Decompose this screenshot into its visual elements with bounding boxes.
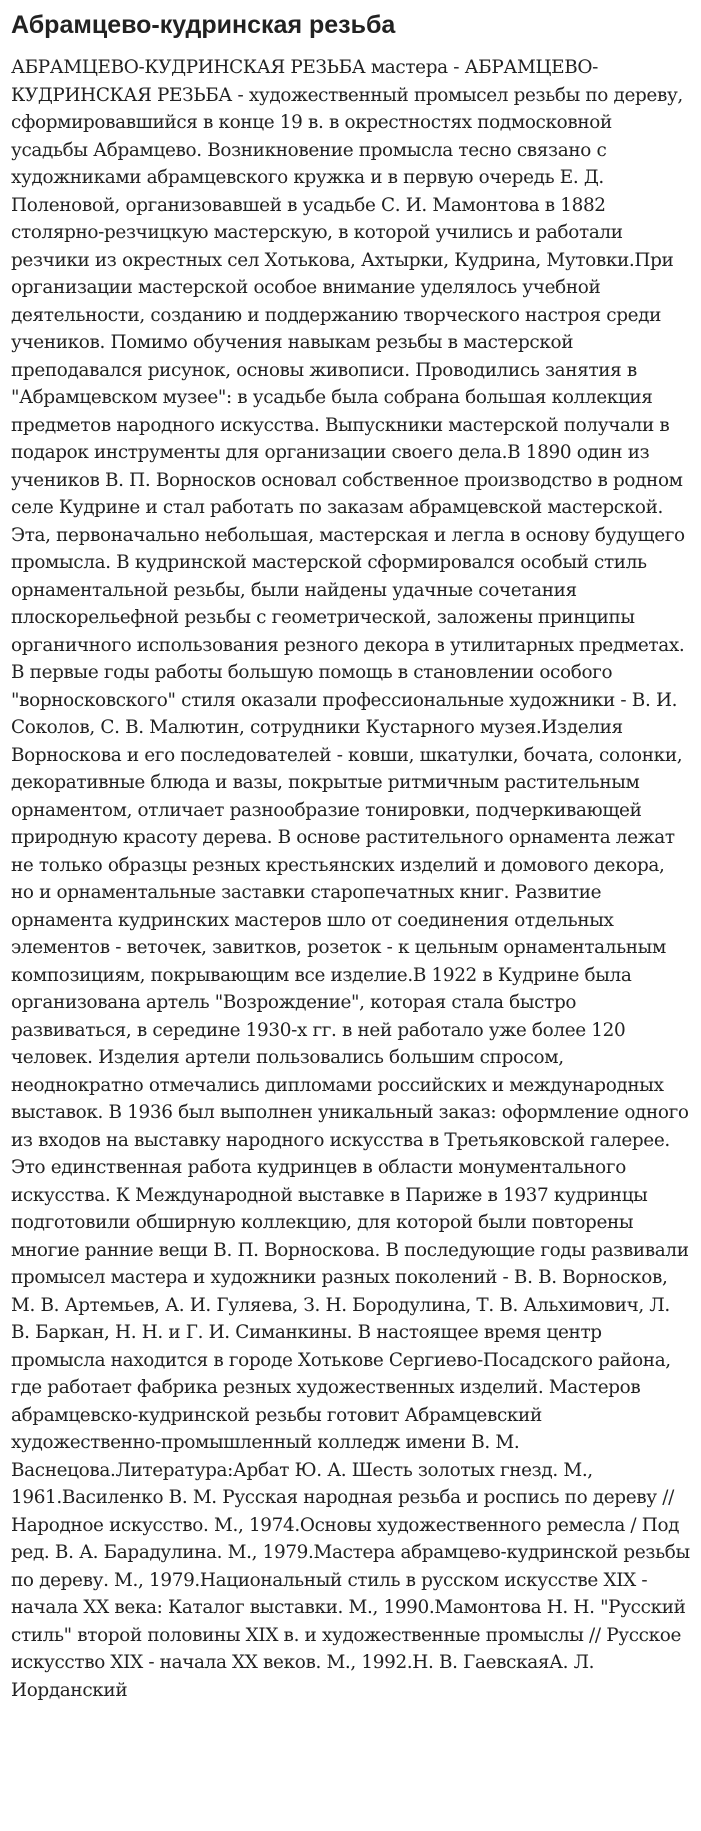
article-body: АБРАМЦЕВО-КУДРИНСКАЯ РЕЗЬБА мастера - АБРАМЦЕВО-КУДРИНСКАЯ РЕЗЬБА - художественный промысел резьбы по дереву, сформировавшийся в конце 19 в. в окрестностях подмосковной усадьбы Абрамцево. Возникновение промысла тесно связано с художниками абрамцевского кружка и в первую очередь Е. Д. Поленовой, организовавшей в усадьбе С. И. Мамонтова в 1882 столярно-резчицкую мастерскую, в которой учились и работали резчики из окрестных сел Хотькова, Ахтырки, Кудрина, Мутовки.При организации мастерской особое внимание уделялось учебной деятельности, созданию и поддержанию творческого настроя среди учеников. Помимо обучения навыкам резьбы в мастерской преподавался рисунок, основы живописи. Проводились занятия в "Абрамцевском музее": в усадьбе была собрана большая коллекция предметов народного искусства. Выпускники мастерской получали в подарок инструменты для организации своего дела.В 1890 один из учеников В. П. Ворносков основал собственное производство в родном селе Кудрине и стал работать по заказам абрамцевской мастерской. Эта, первоначально небольшая, мастерская и легла в основу будущего промысла. В кудринской мастерской сформировался особый стиль орнаментальной резьбы, были найдены удачные сочетания плоскорельефной резьбы с геометрической, заложены принципы органичного использования резного декора в утилитарных предметах. В первые годы работы большую помощь в становлении особого "ворносковского" стиля оказали профессиональные художники - В. И. Соколов, С. В. Малютин, сотрудники Кустарного музея.Изделия Ворноскова и его последователей - ковши, шкатулки, бочата, солонки, декоративные блюда и вазы, покрытые ритмичным растительным орнаментом, отличает разнообразие тонировки, подчеркивающей природную красоту дерева. В основе растительного орнамента лежат не только образцы резных крестьянских изделий и домового декора, но и орнаментальные заставки старопечатных книг. Развитие орнамента кудринских мастеров шло от соединения отдельных элементов - веточек, завитков, розеток - к цельным орнаментальным композициям, покрывающим все изделие.В 1922 в Кудрине была организована артель "Возрождение", которая стала быстро развиваться, в середине 1930-х гг. в ней работало уже более 120 человек. Изделия артели пользовались большим спросом, неоднократно отмечались дипломами российских и международных выставок. В 1936 был выполнен уникальный заказ: оформление одного из входов на выставку народного искусства в Третьяковской галерее. Это единственная работа кудринцев в области монументального искусства. К Международной выставке в Париже в 1937 кудринцы подготовили обширную коллекцию, для которой были повторены многие ранние вещи В. П. Ворноскова. В последующие годы развивали промысел мастера и художники разных поколений - В. В. Ворносков, М. В. Артемьев, А. И. Гуляева, З. Н. Бородулина, Т. В. Альхимович, Л. В. Баркан, Н. Н. и Г. И. Симанкины. В настоящее время центр промысла находится в городе Хотькове Сергиево-Посадского района, где работает фабрика резных художественных изделий. Мастеров абрамцевско-кудринской резьбы готовит Абрамцевский художественно-промышленный колледж имени В. М. Васнецова.Литература:Арбат Ю. А. Шесть золотых гнезд. М., 1961.Василенко В. М. Русская народная резьба и роспись по дереву // Народное искусство. М., 1974.Основы художественного ремесла / Под ред. В. А. Барадулина. М., 1979.Мастера абрамцево-кудринской резьбы по дереву. М., 1979.Национальный стиль в русском искусстве XIX - начала XX века: Каталог выставки. М., 1990.Мамонтова Н. Н. "Русский стиль" второй половины XIX в. и художественные промыслы // Русское искусство XIX - начала XX веков. М., 1992.Н. В. ГаевскаяА. Л. Иорданский xyxy=(11,57,690,1701)
article-title: Абрамцево-кудринская резьба xyxy=(11,11,396,39)
